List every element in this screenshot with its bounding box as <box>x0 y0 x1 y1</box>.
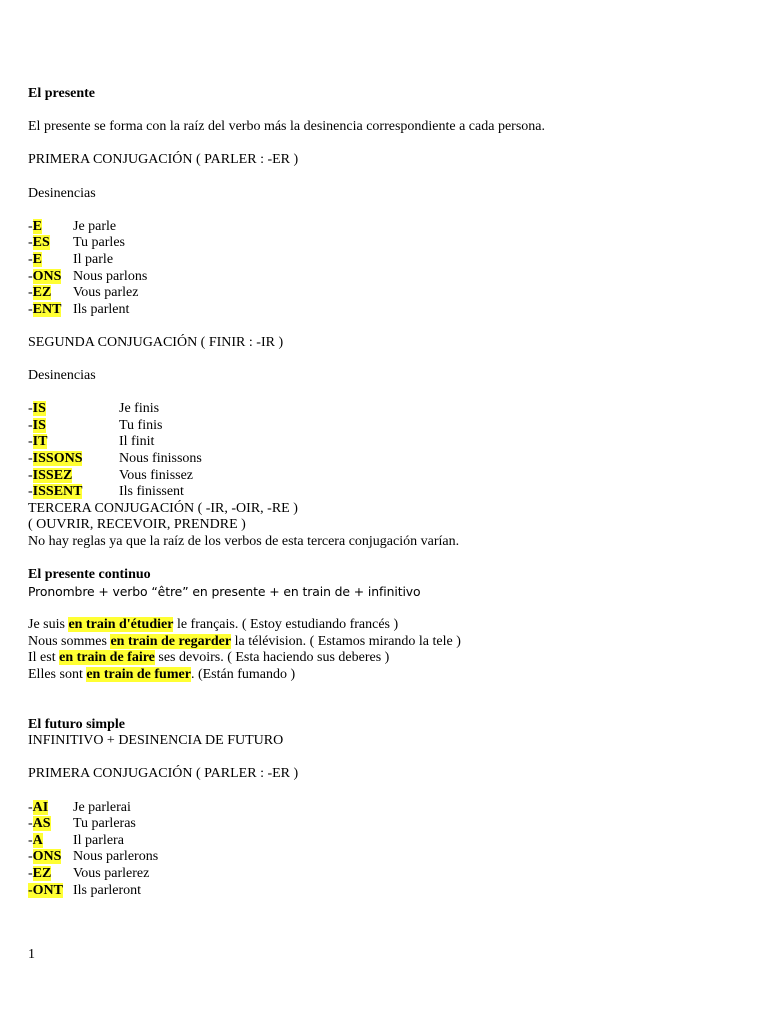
conjugated-form: Nous parlerons <box>73 849 159 865</box>
ending-highlight: IT <box>32 434 48 450</box>
conjugation-row: -ISSEZ Vous finissez <box>28 467 194 483</box>
ending-highlight: ES <box>32 235 50 251</box>
conjugation-row: -ES Tu parles <box>28 235 125 251</box>
ending-highlight: -ONT <box>28 882 63 898</box>
phrase-highlight: en train d'étudier <box>68 617 174 632</box>
ending-highlight: ISSENT <box>32 484 83 500</box>
desinencias-label: Desinencias <box>28 368 96 384</box>
conjugated-form: Ils parleront <box>73 882 142 898</box>
ending-highlight: IS <box>32 417 46 433</box>
third-conjugation-title: TERCERA CONJUGACIÓN ( -IR, -OIR, -RE ) <box>28 500 298 516</box>
second-conjugation-title: SEGUNDA CONJUGACIÓN ( FINIR : -IR ) <box>28 334 284 350</box>
conjugation-row: -A Il parlera <box>28 832 124 848</box>
ending-highlight: E <box>32 251 43 267</box>
third-conjugation-note: No hay reglas ya que la raíz de los verbos de esta tercera conjugación varían. <box>28 534 460 550</box>
ending-highlight: AI <box>32 799 49 815</box>
ending-highlight: ISSEZ <box>32 467 73 483</box>
conjugated-form: Je finis <box>119 401 160 417</box>
phrase-highlight: en train de faire <box>59 650 155 666</box>
desinencias-label: Desinencias <box>28 185 96 201</box>
conjugated-form: Il parle <box>73 251 114 267</box>
futuro-first-conjugation-title: PRIMERA CONJUGACIÓN ( PARLER : -ER ) <box>28 766 299 782</box>
example-sentence: Elles sont en train de fumer. (Están fumando ) <box>28 666 296 682</box>
ending-highlight: ONS <box>32 849 62 865</box>
conjugated-form: Je parlerai <box>73 799 131 815</box>
first-conjugation-table <box>28 219 748 319</box>
ending-highlight: ONS <box>32 268 62 284</box>
conjugated-form: Vous parlerez <box>73 865 150 881</box>
conjugated-form: Tu parleras <box>73 816 136 832</box>
conjugation-row: -ISSENT Ils finissent <box>28 484 184 500</box>
conjugation-row: -EZ Vous parlez <box>28 285 139 301</box>
ending-highlight: E <box>32 218 43 234</box>
conjugation-row: -E Il parle <box>28 251 114 267</box>
conjugated-form: Je parle <box>73 218 117 234</box>
page-number: 1 <box>28 947 35 962</box>
conjugation-row: -E Je parle <box>28 218 117 234</box>
section-heading-continuo: El presente continuo <box>28 567 151 583</box>
conjugated-form: Tu finis <box>119 417 163 433</box>
conjugation-row: -EZ Vous parlerez <box>28 865 150 881</box>
conjugated-form: Il parlera <box>73 832 124 848</box>
example-sentence: Nous sommes en train de regarder la télévision. ( Estamos mirando la tele ) <box>28 633 461 649</box>
phrase-highlight: en train de regarder <box>110 633 232 649</box>
conjugated-form: Vous parlez <box>73 285 139 301</box>
ending-highlight: IS <box>32 401 46 417</box>
ending-highlight: A <box>32 832 43 848</box>
ending-highlight: ISSONS <box>32 451 83 467</box>
conjugation-row: -ONS Nous parlerons <box>28 849 159 865</box>
conjugated-form: Ils parlent <box>73 301 130 317</box>
second-conjugation-table <box>28 401 748 501</box>
conjugated-form: Ils finissent <box>119 484 184 500</box>
document-page <box>28 86 748 899</box>
conjugation-row: -ONS Nous parlons <box>28 268 148 284</box>
first-conjugation-title: PRIMERA CONJUGACIÓN ( PARLER : -ER ) <box>28 152 299 168</box>
conjugation-row: -IT Il finit <box>28 434 155 450</box>
phrase-highlight: en train de fumer <box>86 666 191 682</box>
ending-highlight: ENT <box>32 301 62 317</box>
ending-highlight: EZ <box>32 865 52 881</box>
conjugation-row: -IS Tu finis <box>28 417 163 433</box>
ending-highlight: AS <box>32 816 51 832</box>
conjugated-form: Tu parles <box>73 235 125 251</box>
example-sentence: Il est en train de faire ses devoirs. ( Esta haciendo sus deberes ) <box>28 650 390 666</box>
conjugated-form: Vous finissez <box>119 467 194 483</box>
conjugation-row <box>28 883 748 900</box>
futuro-conjugation-table <box>28 800 748 900</box>
continuo-examples <box>28 617 748 683</box>
conjugated-form: Nous parlons <box>73 268 148 284</box>
conjugated-form: Il finit <box>119 434 155 450</box>
conjugation-row: -ISSONS Nous finissons <box>28 451 202 467</box>
third-conjugation-verbs: ( OUVRIR, RECEVOIR, PRENDRE ) <box>28 517 246 533</box>
conjugation-row: -IS Je finis <box>28 401 160 417</box>
conjugation-row: -AI Je parlerai <box>28 799 131 815</box>
ending-highlight: EZ <box>32 285 52 301</box>
conjugated-form: Nous finissons <box>119 451 202 467</box>
conjugation-row: -ENT Ils parlent <box>28 301 130 317</box>
section-heading-futuro: El futuro simple <box>28 716 125 732</box>
section-heading-presente: El presente <box>28 86 96 101</box>
conjugation-row: -AS Tu parleras <box>28 816 136 832</box>
example-sentence: Je suis en train d'étudier le français. ( Estoy estudiando francés ) <box>28 617 399 632</box>
futuro-formula: INFINITIVO + DESINENCIA DE FUTURO <box>28 733 284 749</box>
continuo-formula: Pronombre + verbo “être” en presente + en train de + infinitivo <box>28 583 421 599</box>
presente-intro: El presente se forma con la raíz del verbo más la desinencia correspondiente a cada persona. <box>28 119 545 135</box>
